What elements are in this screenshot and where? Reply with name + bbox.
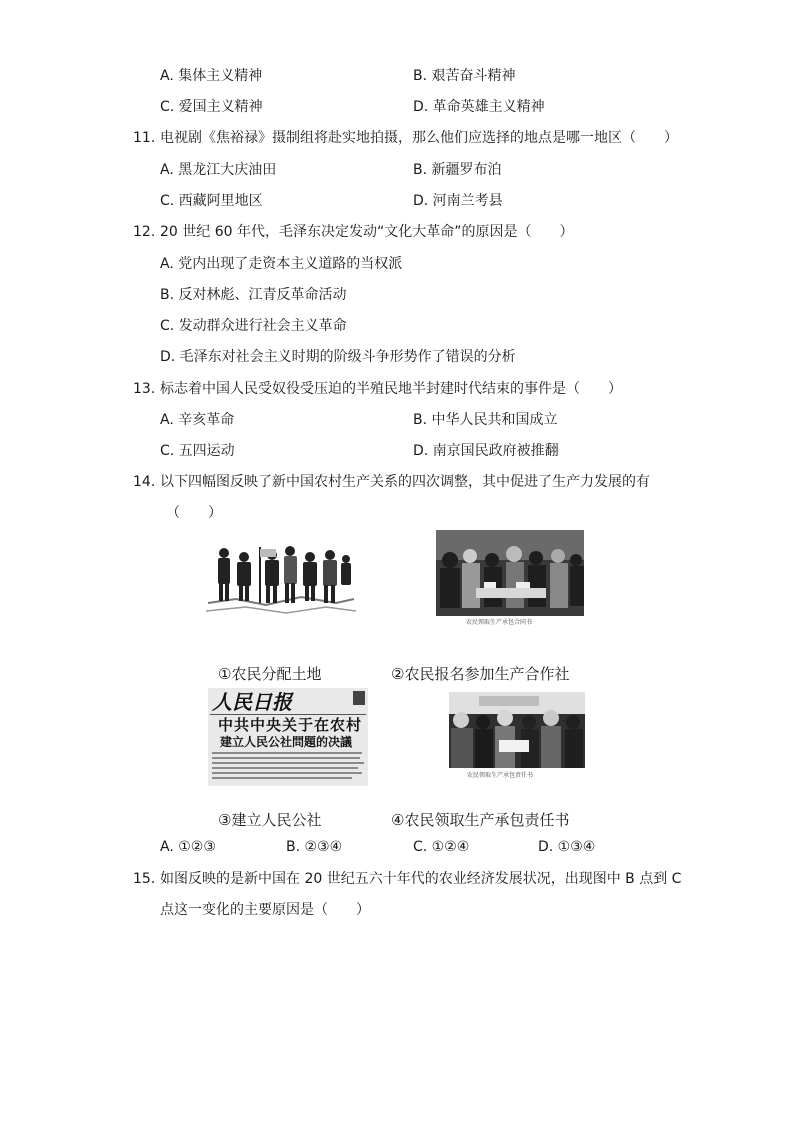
q12-option-d[interactable]: D. 毛泽东对社会主义时期的阶级斗争形势作了错误的分析: [160, 349, 516, 365]
q12-stem: 20 世纪 60 年代，毛泽东决定发动“文化大革命”的原因是（ ）: [160, 224, 574, 240]
q11-option-d[interactable]: D. 河南兰考县: [413, 193, 503, 209]
q14-option-c[interactable]: C. ①②④: [413, 839, 470, 855]
q11-number: 11.: [133, 130, 156, 146]
photo-contract-responsibility-caption: 农民领取生产承包责任书: [467, 772, 534, 779]
q14-stem: 以下四幅图反映了新中国农村生产关系的四次调整，其中促进了生产力发展的有: [160, 474, 650, 490]
q11-stem: 电视剧《焦裕禄》摄制组将赴实地拍摄，那么他们应选择的地点是哪一地区（ ）: [160, 130, 678, 146]
q13-option-b[interactable]: B. 中华人民共和国成立: [413, 412, 558, 428]
q10-option-c[interactable]: C. 爱国主义精神: [160, 99, 263, 115]
photo-cooperative-signup-image: [436, 530, 584, 616]
newspaper-date-box: [353, 691, 365, 705]
photo-contract-responsibility: [449, 692, 585, 782]
q15-stem-cont: 点这一变化的主要原因是（ ）: [160, 902, 370, 918]
q13-option-c[interactable]: C. 五四运动: [160, 443, 235, 459]
q11-option-b[interactable]: B. 新疆罗布泊: [413, 162, 502, 178]
q14-caption-4: ④农民领取生产承包责任书: [391, 811, 570, 829]
photo-cooperative-signup: [436, 530, 584, 630]
newspaper-headline-2: 建立人民公社問題的决議: [220, 735, 353, 749]
q14-option-b[interactable]: B. ②③④: [286, 839, 343, 855]
q13-number: 13.: [133, 381, 156, 397]
photo-land-distribution: [206, 537, 356, 619]
q13-option-d[interactable]: D. 南京国民政府被推翻: [413, 443, 559, 459]
newspaper-masthead: 人民日报: [212, 690, 292, 714]
q12-number: 12.: [133, 224, 156, 240]
q15-number: 15.: [133, 871, 156, 887]
photo-contract-responsibility-image: [449, 692, 585, 768]
newspaper-body-text: [208, 750, 368, 786]
q14-number: 14.: [133, 474, 156, 490]
q10-option-d[interactable]: D. 革命英雄主义精神: [413, 99, 545, 115]
q10-option-b[interactable]: B. 艰苦奋斗精神: [413, 68, 516, 84]
q15-stem: 如图反映的是新中国在 20 世纪五六十年代的农业经济发展状况，出现图中 B 点到 C: [160, 871, 682, 887]
q10-option-a[interactable]: A. 集体主义精神: [160, 68, 263, 84]
q14-caption-3: ③建立人民公社: [218, 811, 322, 829]
newspaper-rule: [210, 714, 366, 715]
q12-option-a[interactable]: A. 党内出现了走资本主义道路的当权派: [160, 256, 403, 272]
photo-land-distribution-image: [206, 537, 356, 619]
photo-peoples-daily: [208, 688, 368, 786]
q12-option-b[interactable]: B. 反对林彪、江青反革命活动: [160, 287, 347, 303]
q14-stem-bracket: （ ）: [166, 505, 222, 521]
photo-cooperative-signup-caption: 农民领取生产承包合同书: [466, 619, 533, 626]
q13-option-a[interactable]: A. 辛亥革命: [160, 412, 235, 428]
q11-option-a[interactable]: A. 黑龙江大庆油田: [160, 162, 277, 178]
q14-option-a[interactable]: A. ①②③: [160, 839, 216, 855]
q14-option-d[interactable]: D. ①③④: [538, 839, 596, 855]
q13-stem: 标志着中国人民受奴役受压迫的半殖民地半封建时代结束的事件是（ ）: [160, 381, 622, 397]
newspaper-headline-1: 中共中央关于在农村: [218, 716, 363, 734]
q12-option-c[interactable]: C. 发动群众进行社会主义革命: [160, 318, 347, 334]
q14-caption-1: ①农民分配土地: [218, 665, 322, 683]
q11-option-c[interactable]: C. 西藏阿里地区: [160, 193, 263, 209]
q14-caption-2: ②农民报名参加生产合作社: [391, 665, 570, 683]
